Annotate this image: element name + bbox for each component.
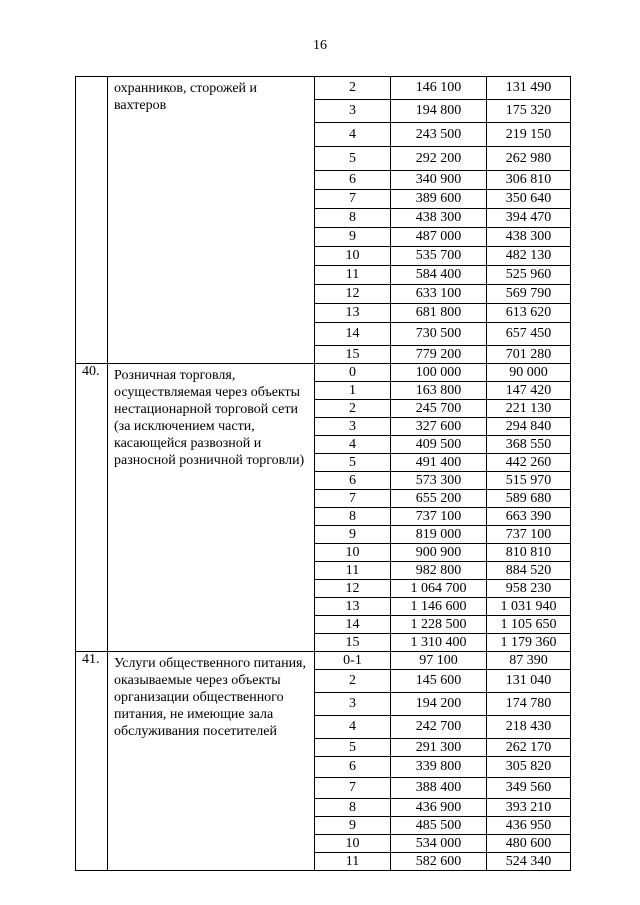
- section-number: 40.: [76, 364, 108, 652]
- employee-count-cell: 2: [315, 670, 391, 693]
- value-cell-2: 701 280: [487, 346, 571, 364]
- value-cell-2: 306 810: [487, 171, 571, 190]
- employee-count-cell: 6: [315, 757, 391, 778]
- employee-count-cell: 12: [315, 285, 391, 304]
- value-cell-1: 633 100: [391, 285, 487, 304]
- value-cell-2: 663 390: [487, 508, 571, 526]
- value-cell-1: 1 228 500: [391, 616, 487, 634]
- value-cell-2: 350 640: [487, 190, 571, 209]
- employee-count-cell: 12: [315, 580, 391, 598]
- value-cell-2: 394 470: [487, 209, 571, 228]
- employee-count-cell: 15: [315, 346, 391, 364]
- employee-count-cell: 0-1: [315, 652, 391, 670]
- value-cell-2: 613 620: [487, 304, 571, 323]
- value-cell-1: 982 800: [391, 562, 487, 580]
- value-cell-2: 90 000: [487, 364, 571, 382]
- value-cell-2: 515 970: [487, 472, 571, 490]
- value-cell-1: 388 400: [391, 778, 487, 799]
- value-cell-1: 900 900: [391, 544, 487, 562]
- value-cell-2: 131 040: [487, 670, 571, 693]
- employee-count-cell: 0: [315, 364, 391, 382]
- value-cell-1: 655 200: [391, 490, 487, 508]
- employee-count-cell: 5: [315, 739, 391, 757]
- employee-count-cell: 10: [315, 544, 391, 562]
- value-cell-1: 327 600: [391, 418, 487, 436]
- value-cell-2: 368 550: [487, 436, 571, 454]
- value-cell-2: 219 150: [487, 123, 571, 147]
- employee-count-cell: 6: [315, 472, 391, 490]
- value-cell-2: 482 130: [487, 247, 571, 266]
- section-number: 41.: [76, 652, 108, 871]
- value-cell-1: 573 300: [391, 472, 487, 490]
- value-cell-1: 1 064 700: [391, 580, 487, 598]
- value-cell-1: 291 300: [391, 739, 487, 757]
- value-cell-1: 681 800: [391, 304, 487, 323]
- value-cell-2: 442 260: [487, 454, 571, 472]
- value-cell-2: 525 960: [487, 266, 571, 285]
- value-cell-1: 145 600: [391, 670, 487, 693]
- employee-count-cell: 6: [315, 171, 391, 190]
- value-cell-1: 534 000: [391, 835, 487, 853]
- employee-count-cell: 14: [315, 323, 391, 346]
- value-cell-2: 1 179 360: [487, 634, 571, 652]
- employee-count-cell: 7: [315, 778, 391, 799]
- value-cell-2: 175 320: [487, 100, 571, 123]
- employee-count-cell: 11: [315, 266, 391, 285]
- employee-count-cell: 8: [315, 209, 391, 228]
- employee-count-cell: 1: [315, 382, 391, 400]
- value-cell-2: 480 600: [487, 835, 571, 853]
- employee-count-cell: 7: [315, 490, 391, 508]
- activity-name: Услуги общественного питания, оказываемые через объекты организации общественного питания, не имеющие зала обслуживания посетителей: [108, 652, 315, 871]
- value-cell-2: 174 780: [487, 693, 571, 716]
- value-cell-1: 100 000: [391, 364, 487, 382]
- employee-count-cell: 7: [315, 190, 391, 209]
- value-cell-2: 589 680: [487, 490, 571, 508]
- table-row: [76, 77, 571, 100]
- value-cell-1: 194 800: [391, 100, 487, 123]
- value-cell-1: 339 800: [391, 757, 487, 778]
- employee-count-cell: 5: [315, 454, 391, 472]
- employee-count-cell: 4: [315, 716, 391, 739]
- value-cell-1: 146 100: [391, 77, 487, 100]
- value-cell-1: 737 100: [391, 508, 487, 526]
- value-cell-1: 242 700: [391, 716, 487, 739]
- employee-count-cell: 9: [315, 526, 391, 544]
- value-cell-2: 1 031 940: [487, 598, 571, 616]
- employee-count-cell: 14: [315, 616, 391, 634]
- value-cell-1: 487 000: [391, 228, 487, 247]
- value-cell-1: 389 600: [391, 190, 487, 209]
- employee-count-cell: 2: [315, 77, 391, 100]
- employee-count-cell: 4: [315, 436, 391, 454]
- value-cell-1: 194 200: [391, 693, 487, 716]
- table-body: [76, 77, 571, 871]
- value-cell-1: 535 700: [391, 247, 487, 266]
- page-number: 16: [313, 38, 327, 53]
- value-cell-1: 409 500: [391, 436, 487, 454]
- value-cell-1: 243 500: [391, 123, 487, 147]
- employee-count-cell: 11: [315, 853, 391, 871]
- value-cell-2: 884 520: [487, 562, 571, 580]
- value-cell-2: 218 430: [487, 716, 571, 739]
- employee-count-cell: 13: [315, 304, 391, 323]
- value-cell-1: 340 900: [391, 171, 487, 190]
- value-cell-1: 582 600: [391, 853, 487, 871]
- value-cell-2: 436 950: [487, 817, 571, 835]
- activity-name: Розничная торговля, осуществляемая через объекты нестационарной торговой сети (за исключением части, касающейся развозной и разносной розничной торговли): [108, 364, 315, 652]
- value-cell-2: 262 980: [487, 147, 571, 171]
- value-cell-2: 569 790: [487, 285, 571, 304]
- value-cell-1: 292 200: [391, 147, 487, 171]
- value-cell-2: 147 420: [487, 382, 571, 400]
- employee-count-cell: 4: [315, 123, 391, 147]
- value-cell-1: 491 400: [391, 454, 487, 472]
- value-cell-2: 221 130: [487, 400, 571, 418]
- value-cell-1: 730 500: [391, 323, 487, 346]
- employee-count-cell: 5: [315, 147, 391, 171]
- value-cell-2: 737 100: [487, 526, 571, 544]
- value-cell-1: 485 500: [391, 817, 487, 835]
- value-cell-2: 294 840: [487, 418, 571, 436]
- value-cell-2: 305 820: [487, 757, 571, 778]
- value-cell-1: 438 300: [391, 209, 487, 228]
- value-cell-1: 779 200: [391, 346, 487, 364]
- employee-count-cell: 15: [315, 634, 391, 652]
- employee-count-cell: 3: [315, 100, 391, 123]
- value-cell-1: 1 310 400: [391, 634, 487, 652]
- value-cell-2: 524 340: [487, 853, 571, 871]
- value-cell-2: 262 170: [487, 739, 571, 757]
- employee-count-cell: 3: [315, 693, 391, 716]
- value-cell-2: 657 450: [487, 323, 571, 346]
- value-cell-2: 87 390: [487, 652, 571, 670]
- value-cell-2: 349 560: [487, 778, 571, 799]
- value-cell-1: 163 800: [391, 382, 487, 400]
- value-cell-1: 584 400: [391, 266, 487, 285]
- activity-name: охранников, сторожей и вахтеров: [108, 77, 315, 364]
- employee-count-cell: 9: [315, 817, 391, 835]
- value-cell-2: 438 300: [487, 228, 571, 247]
- value-cell-2: 131 490: [487, 77, 571, 100]
- value-cell-2: 810 810: [487, 544, 571, 562]
- value-cell-1: 819 000: [391, 526, 487, 544]
- value-cell-1: 97 100: [391, 652, 487, 670]
- employee-count-cell: 8: [315, 799, 391, 817]
- employee-count-cell: 9: [315, 228, 391, 247]
- employee-count-cell: 10: [315, 835, 391, 853]
- section-number: [76, 77, 108, 364]
- value-cell-1: 436 900: [391, 799, 487, 817]
- table-row: [76, 364, 571, 382]
- value-cell-2: 958 230: [487, 580, 571, 598]
- employee-count-cell: 11: [315, 562, 391, 580]
- value-cell-1: 1 146 600: [391, 598, 487, 616]
- value-cell-2: 1 105 650: [487, 616, 571, 634]
- employee-count-cell: 2: [315, 400, 391, 418]
- employee-count-cell: 10: [315, 247, 391, 266]
- value-cell-2: 393 210: [487, 799, 571, 817]
- value-cell-1: 245 700: [391, 400, 487, 418]
- employee-count-cell: 3: [315, 418, 391, 436]
- employee-count-cell: 13: [315, 598, 391, 616]
- table-row: [76, 652, 571, 670]
- tariff-table: [75, 76, 571, 871]
- employee-count-cell: 8: [315, 508, 391, 526]
